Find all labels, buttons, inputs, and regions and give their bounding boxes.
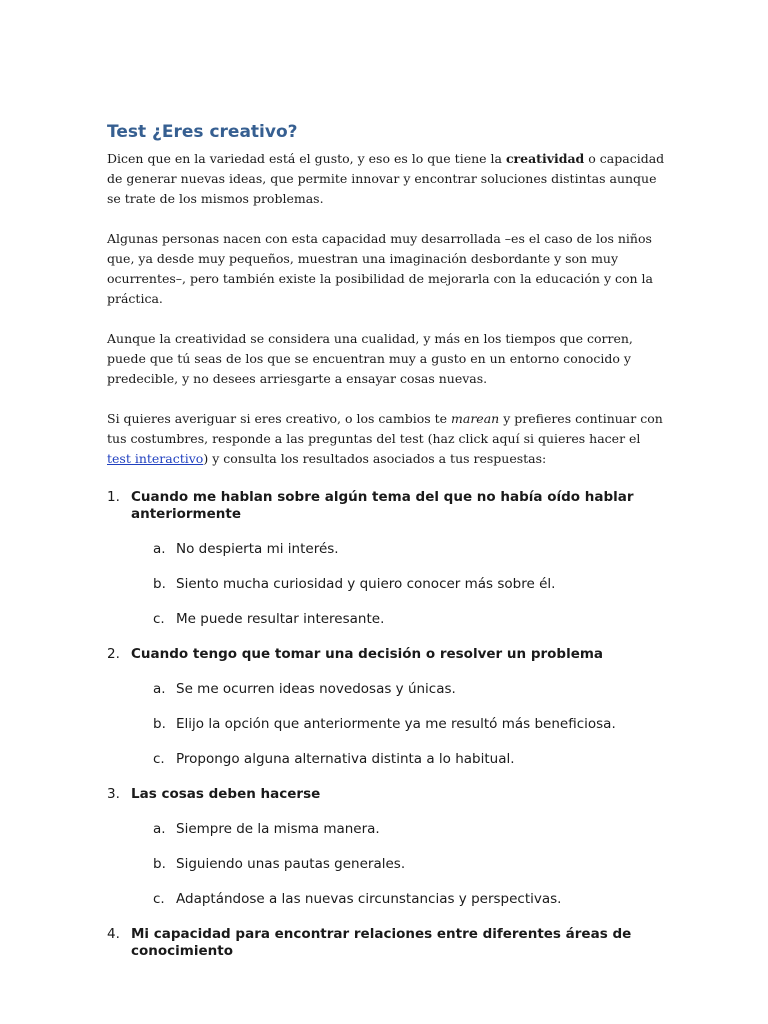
answer-letter: c. [153,891,165,907]
question-text: Las cosas deben hacerse [131,786,321,802]
answer-item [131,751,667,768]
answer-item [131,611,667,628]
question-number: 4. [107,926,120,942]
third-paragraph: Aunque la creatividad se considera una cualidad, y más en los tiempos que corren, puede que tú seas de los que se encuentran muy a gusto en un entorno conocido y predecible, y no desees arriesgarte a ensayar cosas nuevas. [107,331,633,386]
question-number: 3. [107,786,120,802]
answer-text: Se me ocurren ideas novedosas y únicas. [176,681,456,697]
answer-item [131,681,667,698]
question-item [86,646,667,768]
document-title: Test ¿Eres creativo? [107,122,298,142]
answer-item [131,821,667,838]
question-number: 2. [107,646,120,662]
intro-paragraph [107,149,667,209]
question-item [86,926,667,960]
answer-letter: a. [153,681,166,697]
answer-text: Siento mucha curiosidad y quiero conocer más sobre él. [176,576,556,592]
answer-letter: b. [153,716,166,732]
question-item [86,786,667,908]
question-list [107,489,667,960]
instructions-text-start: Si quieres averiguar si eres creativo, o los cambios te [107,411,452,426]
answer-item [131,891,667,908]
answer-item [131,856,667,873]
question-number: 1. [107,489,120,505]
instructions-text-end: ) y consulta los resultados asociados a tus respuestas: [203,451,547,466]
answer-text: Elijo la opción que anteriormente ya me resultó más beneficiosa. [176,716,616,732]
answer-text: Me puede resultar interesante. [176,611,385,627]
answer-item [131,576,667,593]
question-text: Cuando me hablan sobre algún tema del que no había oído hablar anteriormente [131,489,634,522]
question-text: Mi capacidad para encontrar relaciones entre diferentes áreas de conocimiento [131,926,632,959]
answer-list [131,541,667,628]
instructions-text-middle: y prefieres continuar con tus costumbres, responde a las preguntas del test (haz click aquí si quieres hacer el [107,411,663,446]
answer-item [131,541,667,558]
intro-text-end: o capacidad de generar nuevas ideas, que permite innovar y encontrar soluciones distintas aunque se trate de los mismos problemas. [107,151,665,206]
second-paragraph: Algunas personas nacen con esta capacidad muy desarrollada –es el caso de los niños que, ya desde muy pequeños, muestran una imaginación desbordante y son muy ocurrentes–, pero también existe la posibilidad de mejorarla con la educación y con la práctica. [107,231,653,306]
answer-letter: c. [153,611,165,627]
answer-item [131,716,667,733]
instructions-paragraph [107,409,667,469]
interactive-test-link[interactable]: test interactivo [107,451,204,466]
answer-text: Adaptándose a las nuevas circunstancias y perspectivas. [176,891,562,907]
answer-letter: b. [153,856,166,872]
answer-list [131,821,667,908]
answer-list [131,681,667,768]
answer-letter: c. [153,751,165,767]
answer-text: Propongo alguna alternativa distinta a lo habitual. [176,751,515,767]
answer-letter: a. [153,821,166,837]
intro-text-start: Dicen que en la variedad está el gusto, y eso es lo que tiene la [107,151,506,166]
answer-letter: b. [153,576,166,592]
answer-text: No despierta mi interés. [176,541,339,557]
instructions-italic-word: marean [451,411,500,426]
answer-letter: a. [153,541,166,557]
answer-text: Siempre de la misma manera. [176,821,380,837]
intro-bold-term: creatividad [505,151,585,166]
question-item [86,489,667,628]
document-page [107,121,667,978]
answer-text: Siguiendo unas pautas generales. [176,856,406,872]
question-text: Cuando tengo que tomar una decisión o resolver un problema [131,646,604,662]
